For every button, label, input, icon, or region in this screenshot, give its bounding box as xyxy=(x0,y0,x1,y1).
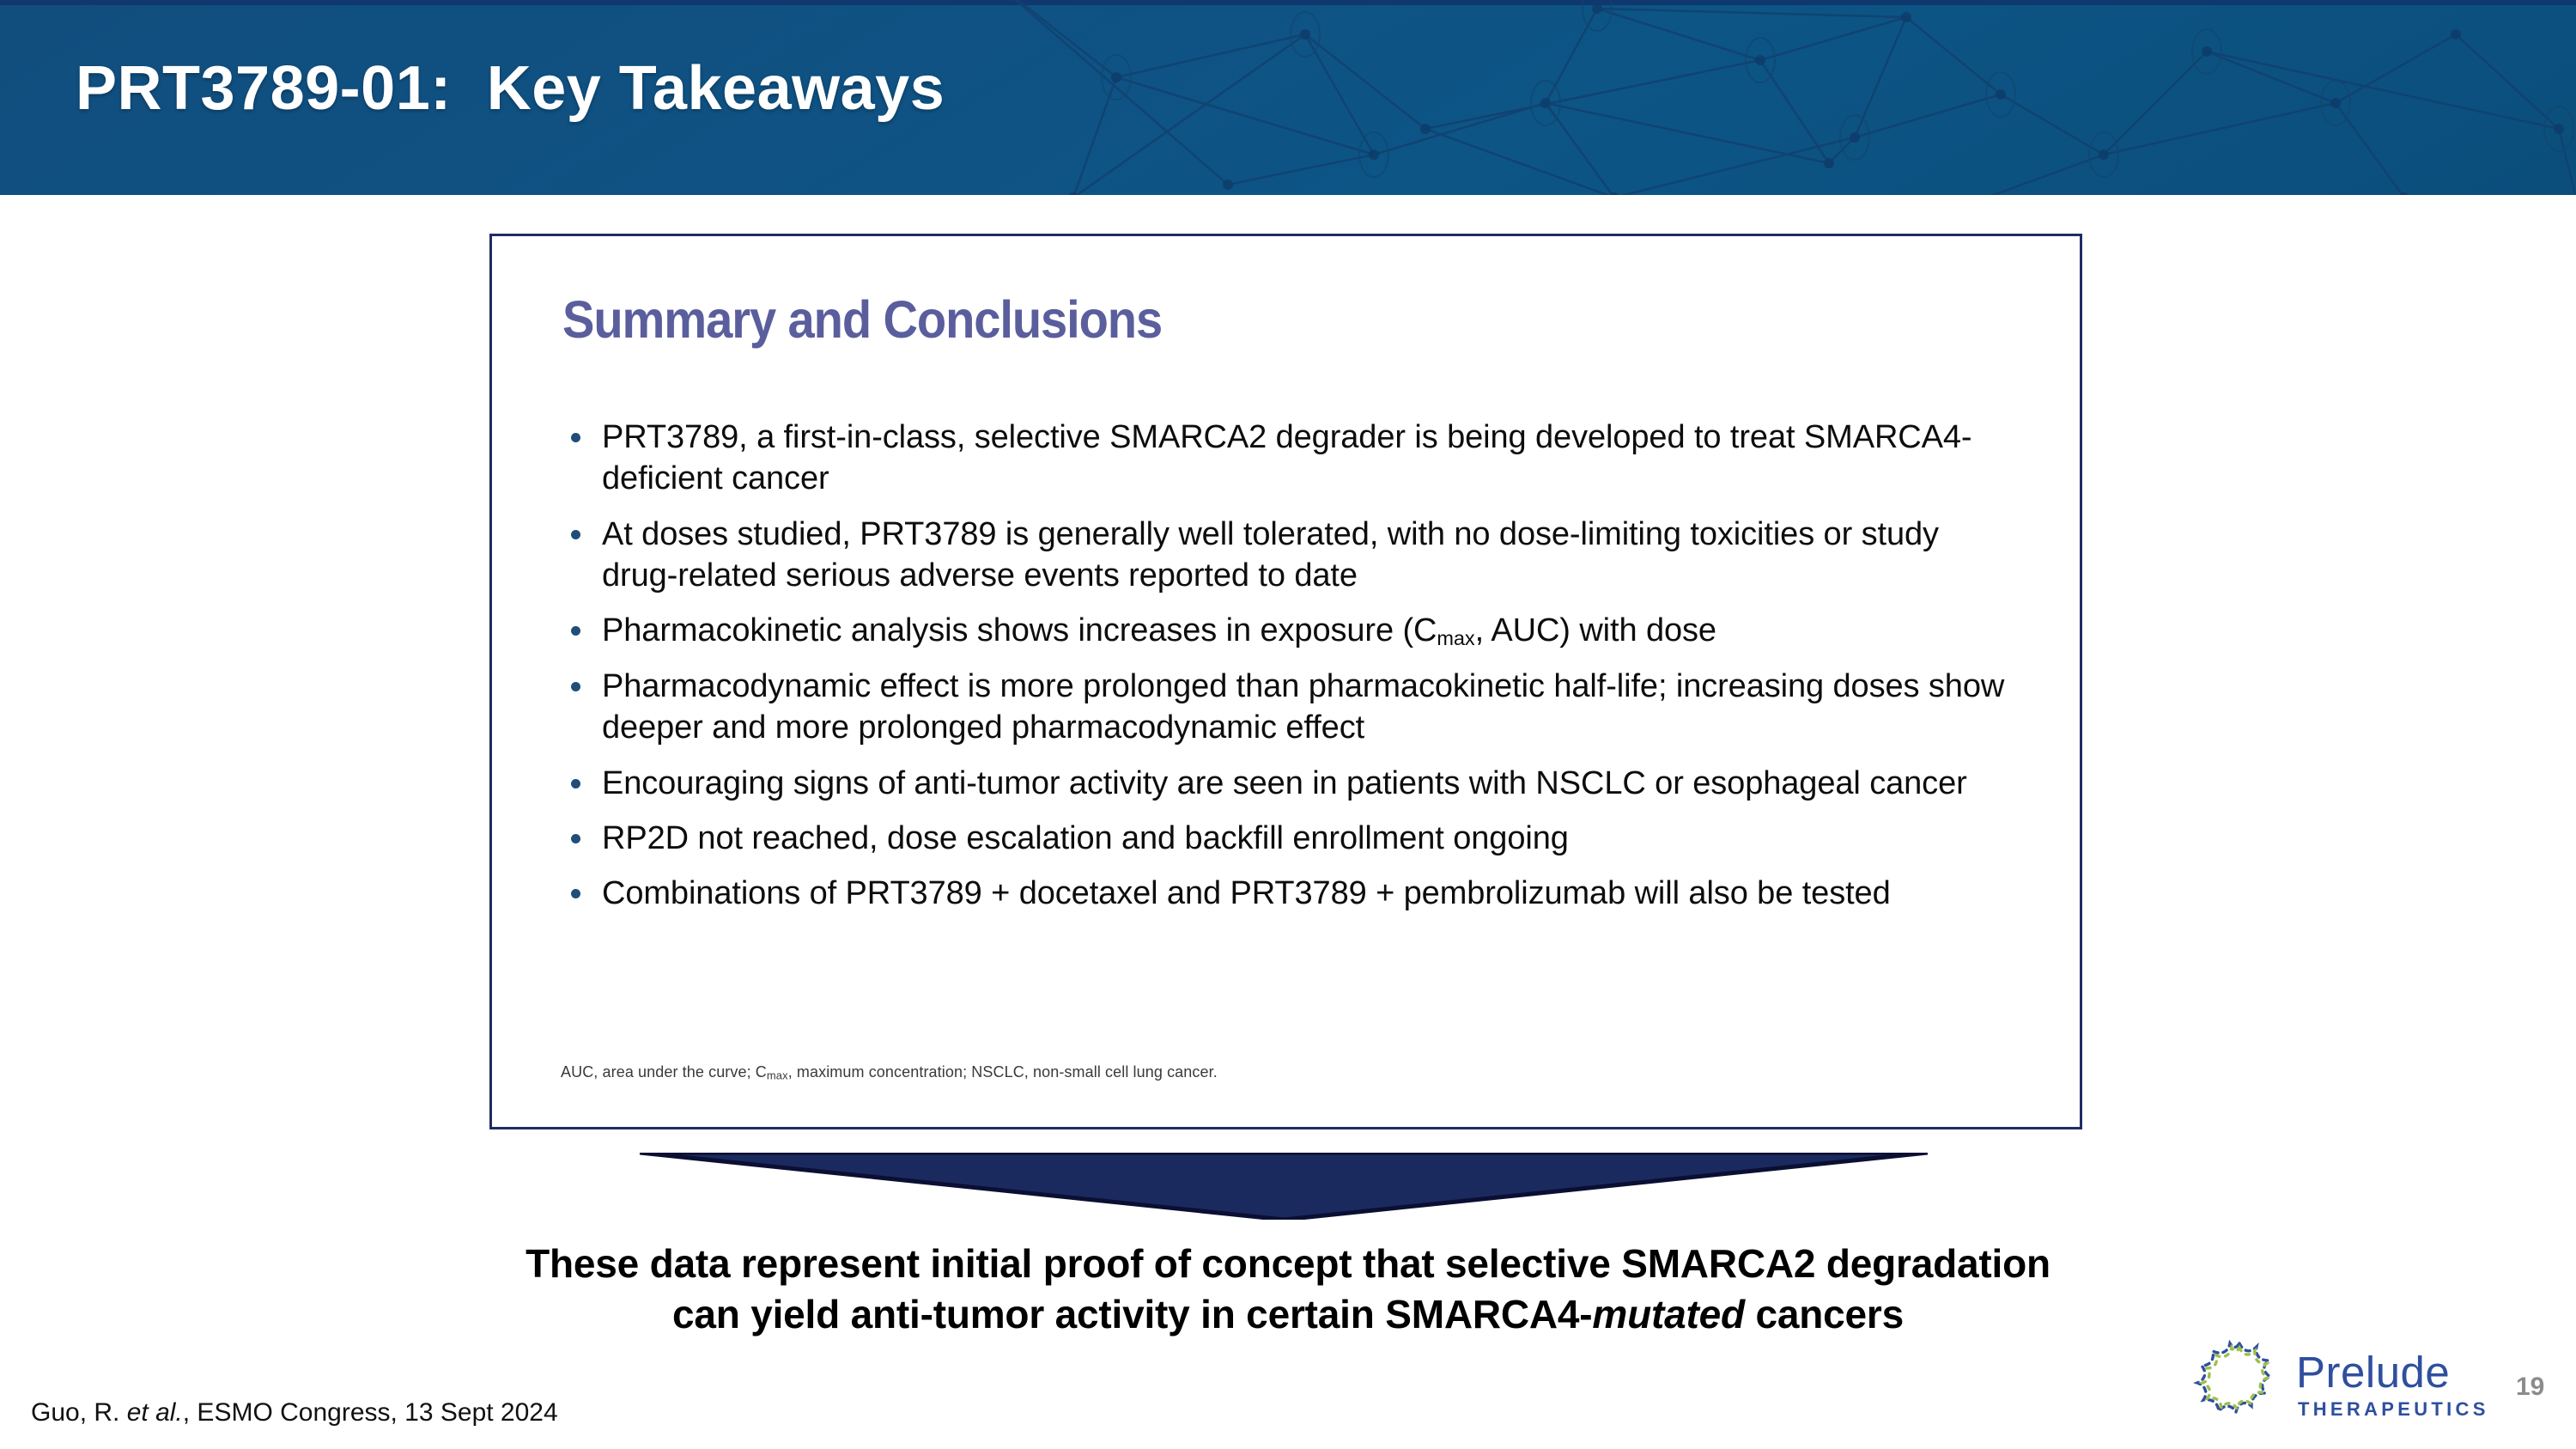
list-item: PRT3789, a first-in-class, selective SMARCA2 degrader is being developed to treat SMARCA4-deficient cancer xyxy=(561,417,2020,500)
conclusion-line-1: These data represent initial proof of concept that selective SMARCA2 degradation xyxy=(526,1241,2050,1286)
network-graph-pattern-icon xyxy=(945,0,2576,195)
prelude-logo xyxy=(2191,1335,2489,1431)
conclusion-statement xyxy=(0,1239,2576,1340)
list-item: Pharmacokinetic analysis shows increases in exposure ($C_{max}$, AUC) with dose xyxy=(561,610,2020,652)
abbreviations-footnote: AUC, area under the curve; $C_{max}$, maximum concentration; NSCLC, non-small cell lung cancer. xyxy=(561,1063,1218,1082)
down-arrow-icon xyxy=(640,1153,1928,1220)
list-item: RP2D not reached, dose escalation and backfill enrollment ongoing xyxy=(561,818,2020,859)
list-item: Encouraging signs of anti-tumor activity are seen in patients with NSCLC or esophageal cancer xyxy=(561,763,2020,804)
conclusion-line-2: can yield anti-tumor activity in certain SMARCA4-mutated cancers xyxy=(671,1291,1905,1336)
logo-subtitle: THERAPEUTICS xyxy=(2298,1398,2489,1420)
page-number: 19 xyxy=(2516,1373,2545,1401)
takeaways-list xyxy=(561,417,2020,928)
box-heading: Summary and Conclusions xyxy=(562,290,1163,349)
citation: Guo, R. et al., ESMO Congress, 13 Sept 2024 xyxy=(31,1398,558,1427)
list-item: Pharmacodynamic effect is more prolonged than pharmacokinetic half-life; increasing doses show deeper and more prolonged pharmacodynamic effect xyxy=(561,666,2020,749)
summary-content-box xyxy=(489,234,2082,1129)
logo-wordmark: Prelude xyxy=(2296,1348,2451,1397)
prelude-starburst-icon xyxy=(2191,1336,2287,1429)
slide-header xyxy=(0,0,2576,195)
page-title: PRT3789-01: Key Takeaways xyxy=(76,54,945,123)
list-item: Combinations of PRT3789 + docetaxel and PRT3789 + pembrolizumab will also be tested xyxy=(561,873,2020,914)
list-item: At doses studied, PRT3789 is generally well tolerated, with no dose-limiting toxicities or study drug-related serious adverse events reported to date xyxy=(561,514,2020,597)
